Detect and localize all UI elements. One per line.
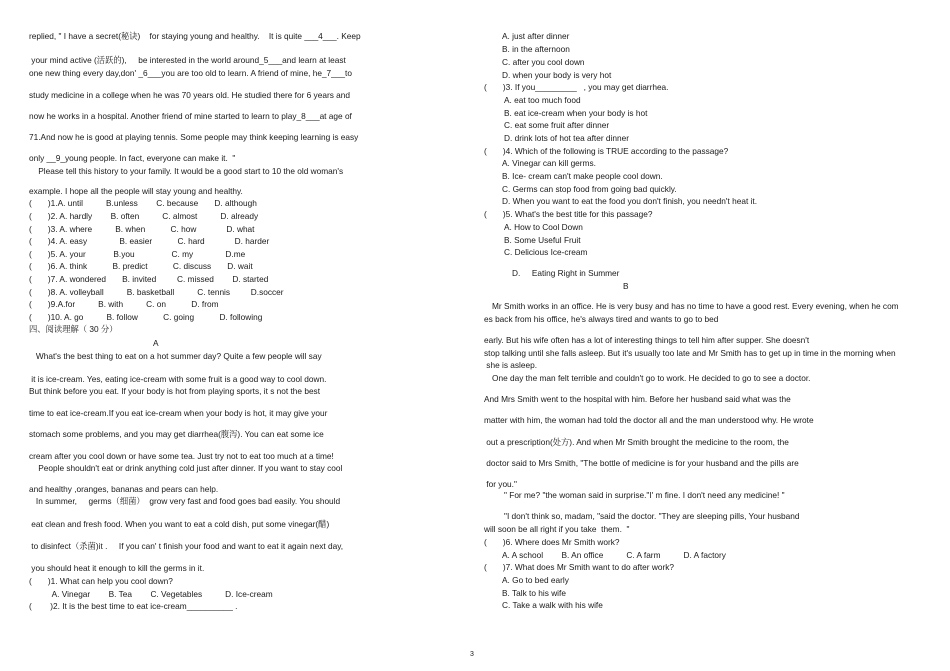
text-line: A. Vinegar B. Tea C. Vegetables D. Ice-cream: [29, 589, 273, 599]
text-line: study medicine in a college when he was 70 years old. He studied there for 6 years and: [29, 90, 350, 100]
text-line: ( )2. A. hardly B. often C. almost D. already: [29, 211, 259, 221]
text-line: Please tell this history to your family. It would be a good start to 10 the old woman's: [29, 166, 344, 176]
text-line: es back from his office, he's always tired and wants to go to bed: [484, 314, 719, 324]
text-line: D. drink lots of hot tea after dinner: [504, 133, 629, 143]
text-line: What's the best thing to eat on a hot summer day? Quite a few people will say: [29, 351, 322, 361]
text-line: A. A school B. An office C. A farm D. A factory: [502, 550, 726, 560]
text-line: your mind active (活跃的), be interested in the world around_5___and learn at least: [29, 55, 346, 65]
text-line: D. When you want to eat the food you don't finish, you needn't heat it.: [502, 196, 758, 206]
text-line: But think before you eat. If your body is hot from playing sports, it s not the best: [29, 386, 321, 396]
text-line: she is asleep.: [484, 360, 538, 370]
text-line: D. Eating Right in Summer: [512, 268, 620, 278]
text-line: out a prescription(处方). And when Mr Smith brought the medicine to the room, the: [484, 437, 789, 447]
text-line: A. Go to bed early: [502, 575, 569, 585]
text-line: ( )10. A. go B. follow C. going D. following: [29, 312, 263, 322]
text-line: it is ice-cream. Yes, eating ice-cream with some fruit is a good way to cool down.: [29, 374, 327, 384]
text-line: one new thing every day,don' _6___you are too old to learn. A friend of mine, he_7___to: [29, 68, 352, 78]
text-line: C. Germs can stop food from going bad quickly.: [502, 184, 677, 194]
text-line: B. Ice- cream can't make people cool down.: [502, 171, 663, 181]
text-line: C. after you cool down: [502, 57, 585, 67]
text-line: A. Vinegar can kill germs.: [502, 158, 596, 168]
text-line: "I don't think so, madam, "said the doctor. "They are sleeping pills, Your husband: [504, 511, 800, 521]
text-line: D. when your body is very hot: [502, 70, 612, 80]
text-line: stop talking until she falls asleep. But it's usually too late and Mr Smith has to get up in time in the morning when: [484, 348, 896, 358]
text-line: ( )1. What can help you cool down?: [29, 576, 173, 586]
text-line: ( )5. A. your B.you C. my D.me: [29, 249, 246, 259]
text-line: 四、阅读理解（ 30 分）: [29, 324, 118, 334]
text-line: early. But his wife often has a lot of interesting things to tell him after supper. She doesn't: [484, 335, 810, 345]
text-line: B. Some Useful Fruit: [504, 235, 581, 245]
text-line: 71.And now he is good at playing tennis. Some people may think keeping learning is easy: [29, 132, 359, 142]
text-line: B. eat ice-cream when your body is hot: [504, 108, 648, 118]
text-line: Mr Smith works in an office. He is very busy and has no time to have a good rest. Every evening, when he com: [492, 301, 899, 311]
text-line: In summer, germs（细菌） grow very fast and food goes bad easily. You should: [29, 496, 341, 506]
text-line: ( )4. A. easy B. easier C. hard D. harder: [29, 236, 270, 246]
text-line: matter with him, the woman had told the doctor all and the man understood why. He wrote: [484, 415, 814, 425]
text-line: time to eat ice-cream.If you eat ice-cream when your body is hot, it may give your: [29, 408, 328, 418]
text-line: C. eat some fruit after dinner: [504, 120, 610, 130]
text-line: B. Talk to his wife: [502, 588, 566, 598]
text-line: eat clean and fresh food. When you want to eat a cold dish, put some vinegar(醋): [29, 519, 330, 529]
text-line: People shouldn't eat or drink anything cold just after dinner. If you want to stay cool: [29, 463, 343, 473]
text-line: ( )3. A. where B. when C. how D. what: [29, 224, 255, 234]
text-line: A. just after dinner: [502, 31, 570, 41]
text-line: B: [623, 281, 629, 291]
text-line: C. Take a walk with his wife: [502, 600, 603, 610]
text-line: example. I hope all the people will stay young and healthy.: [29, 186, 243, 196]
text-line: One day the man felt terrible and couldn't go to work. He decided to go to see a doctor.: [492, 373, 811, 383]
text-line: ( )8. A. volleyball B. basketball C. tennis D.soccer: [29, 287, 284, 297]
text-line: ( )4. Which of the following is TRUE according to the passage?: [484, 146, 729, 156]
text-line: ( )7. What does Mr Smith want to do after work?: [484, 562, 674, 572]
text-line: A. eat too much food: [504, 95, 581, 105]
text-line: ( )6. A. think B. predict C. discuss D. wait: [29, 261, 253, 271]
text-line: And Mrs Smith went to the hospital with him. Before her husband said what was the: [484, 394, 791, 404]
text-line: for you.": [484, 479, 517, 489]
text-line: A: [153, 338, 159, 348]
text-line: ( )7. A. wondered B. invited C. missed D. started: [29, 274, 269, 284]
text-line: B. in the afternoon: [502, 44, 570, 54]
text-line: C. Delicious Ice-cream: [504, 247, 588, 257]
page-number: 3: [470, 651, 474, 658]
text-line: will soon be all right if you take them. ": [484, 524, 630, 534]
text-line: you should heat it enough to kill the germs in it.: [29, 563, 205, 573]
text-line: A. How to Cool Down: [504, 222, 583, 232]
text-line: cream after you cool down or have some tea. Just try not to eat too much at a time!: [29, 451, 334, 461]
text-line: stomach some problems, and you may get diarrhea(腹泻). You can eat some ice: [29, 429, 324, 439]
text-line: doctor said to Mrs Smith, "The bottle of medicine is for your husband and the pills are: [484, 458, 799, 468]
text-line: ( )2. It is the best time to eat ice-cream__________ .: [29, 601, 238, 611]
text-line: " For me? "the woman said in surprise."I' m fine. I don't need any medicine! ": [504, 490, 785, 500]
text-line: now he works in a hospital. Another friend of mine started to learn to play_8___at age of: [29, 111, 352, 121]
text-line: ( )5. What's the best title for this passage?: [484, 209, 653, 219]
text-line: ( )1.A. until B.unless C. because D. although: [29, 198, 257, 208]
text-line: to disinfect（杀菌)it . If you can' t finish your food and want to eat it again next day,: [29, 541, 344, 551]
text-line: ( )9.A.for B. with C. on D. from: [29, 299, 219, 309]
text-line: and healthy ,oranges, bananas and pears can help.: [29, 484, 219, 494]
text-line: ( )3. If you_________ , you may get diarrhea.: [484, 82, 669, 92]
text-line: ( )6. Where does Mr Smith work?: [484, 537, 620, 547]
text-line: replied, " I have a secret(秘诀) for staying young and healthy. It is quite ___4___. Keep: [29, 31, 361, 41]
text-line: only __9_young people. In fact, everyone can make it. ": [29, 153, 236, 163]
